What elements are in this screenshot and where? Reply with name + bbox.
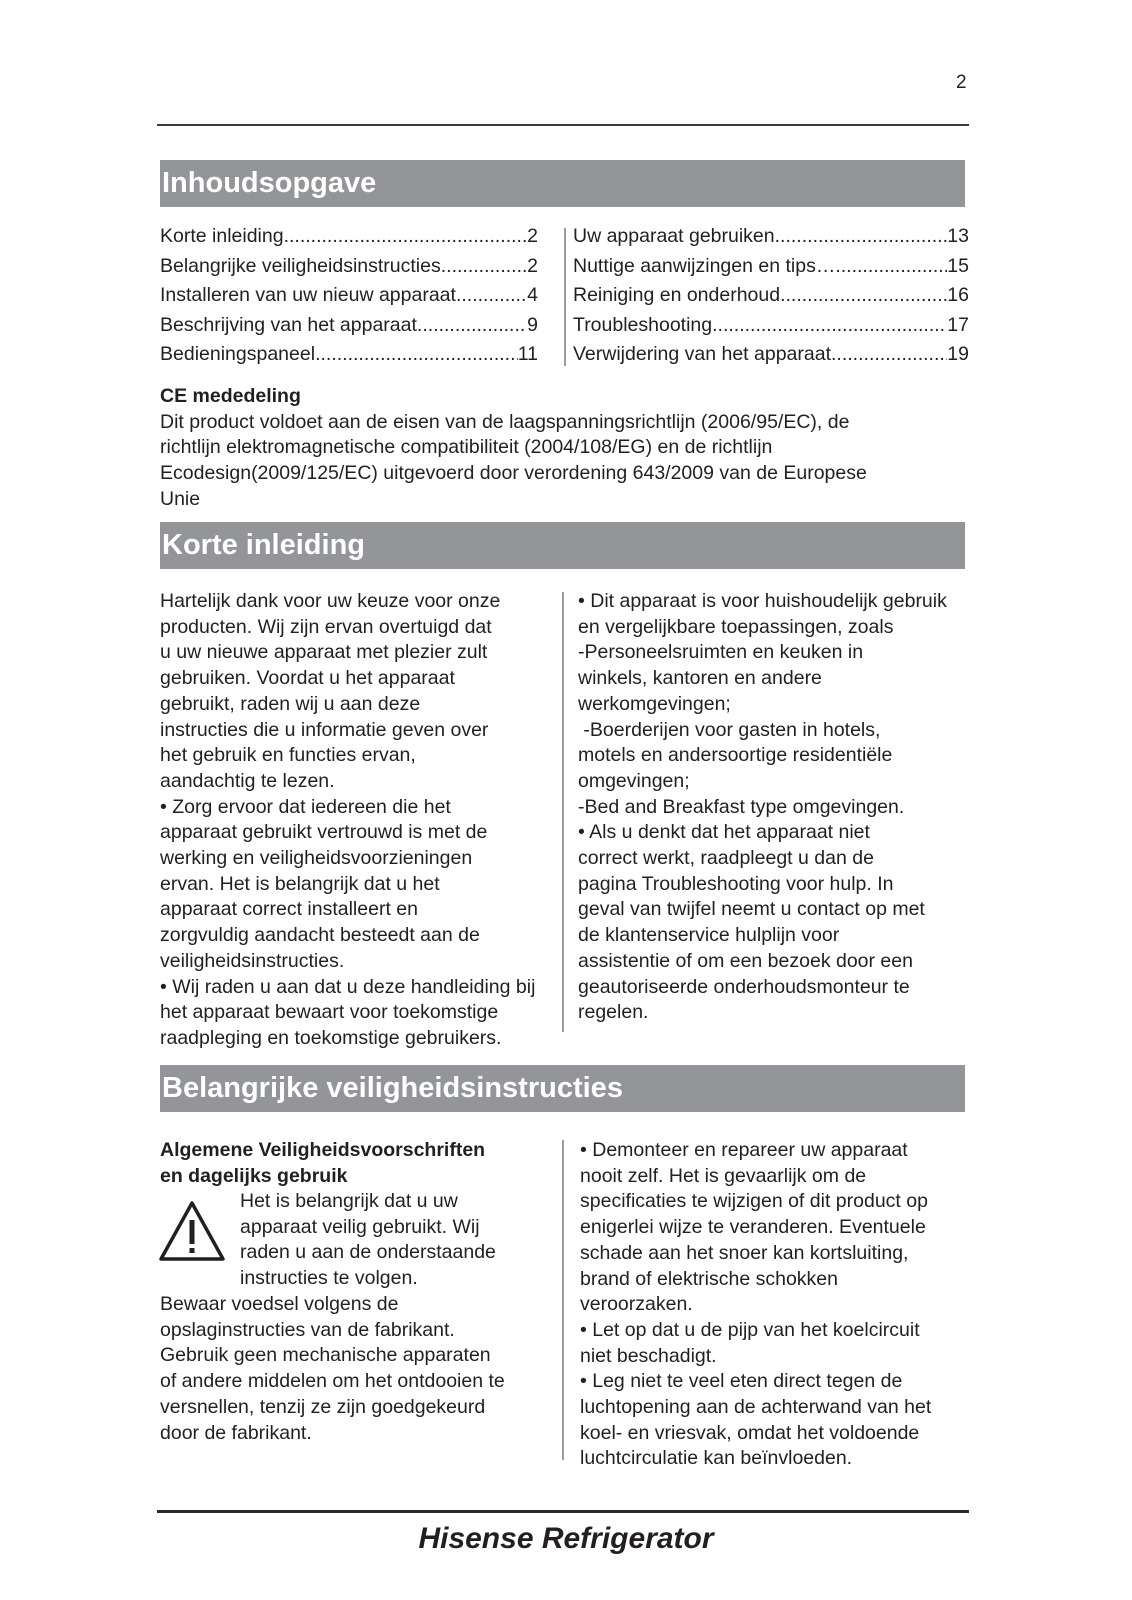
toc-leader-dots — [284, 222, 528, 252]
toc-entry — [573, 340, 969, 370]
safety-text-line: • Let op dat u de pijp van het koelcircuit — [580, 1318, 920, 1341]
toc-entry-title: Uw apparaat gebruiken — [573, 225, 775, 247]
toc-entry — [160, 340, 538, 370]
toc-entry — [160, 252, 538, 282]
intro-text-line: het gebruik en functies ervan, — [160, 744, 416, 767]
intro-text-line: Hartelijk dank voor uw keuze voor onze — [160, 590, 501, 612]
intro-title: Korte inleiding — [160, 522, 965, 569]
intro-left-column — [160, 589, 555, 1052]
intro-text-line: producten. Wij zijn ervan overtuigd dat — [160, 615, 492, 638]
toc-entry-page: 11 — [517, 343, 538, 365]
toc-left-column — [160, 222, 538, 370]
intro-text-line: raadpleging en toekomstige gebruikers. — [160, 1026, 502, 1049]
toc-leader-dots — [835, 252, 947, 282]
ce-section — [160, 384, 980, 513]
intro-text-line: -Personeelsruimten en keuken in — [578, 641, 864, 664]
intro-text-line: pagina Troubleshooting voor hulp. In — [578, 872, 894, 895]
intro-text-line: • Wij raden u aan dat u deze handleiding bij — [160, 975, 536, 998]
intro-text-line: apparaat correct installeert en — [160, 898, 418, 921]
intro-text-line: regelen. — [578, 1001, 649, 1024]
toc-entry-page: 9 — [527, 313, 538, 336]
footer-brand-logo: Hisense Refrigerator — [418, 1522, 714, 1555]
intro-text-line: aandachtig te lezen. — [160, 769, 335, 792]
safety-text-line: versnellen, tenzij ze zijn goedgekeurd — [160, 1395, 486, 1418]
intro-text-line: • Dit apparaat is voor huishoudelijk gebruik — [578, 590, 947, 612]
intro-text-line: gebruiken. Voordat u het apparaat — [160, 667, 455, 690]
toc-entry — [573, 281, 969, 311]
safety-text-line: Bewaar voedsel volgens de — [160, 1293, 399, 1315]
safety-text-line: • Demonteer en repareer uw apparaat — [580, 1139, 908, 1161]
toc-entry-title: Korte inleiding — [160, 225, 284, 247]
toc-entry-title: Reiniging en onderhoud — [573, 284, 781, 306]
safety-text-line: nooit zelf. Het is gevaarlijk om de — [580, 1164, 867, 1187]
toc-leader-dots — [775, 222, 948, 252]
safety-warning-text — [240, 1189, 560, 1292]
intro-text-line: u uw nieuwe apparaat met plezier zult — [160, 641, 488, 664]
intro-text-line: geval van twijfel neemt u contact op met — [578, 898, 925, 921]
intro-text-line: correct werkt, raadpleegt u dan de — [578, 847, 874, 870]
toc-leader-dots — [417, 311, 527, 341]
safety-text-line: brand of elektrische schokken — [580, 1267, 838, 1290]
intro-text-line: gebruikt, raden wij u aan deze — [160, 692, 421, 715]
intro-text-line: -Bed and Breakfast type omgevingen. — [578, 795, 905, 818]
safety-text-line: opslaginstructies van de fabrikant. — [160, 1318, 455, 1341]
safety-warning-line: raden u aan de onderstaande — [240, 1241, 496, 1264]
intro-divider — [562, 592, 564, 1032]
ce-heading: CE mededeling — [160, 385, 301, 407]
ce-text — [160, 410, 980, 513]
safety-text-line: of andere middelen om het ontdooien te — [160, 1370, 505, 1393]
intro-text-line: veiligheidsinstructies. — [160, 949, 345, 972]
intro-text-line: geautoriseerde onderhoudsmonteur te — [578, 975, 910, 998]
header-rule — [157, 124, 969, 126]
intro-text-line: motels en andersoortige residentiële — [578, 744, 893, 767]
toc-entry-title: Verwijdering van het apparaat — [573, 343, 832, 365]
toc-entry-title: Nuttige aanwijzingen en tips… — [573, 254, 836, 277]
safety-subheading-line: en dagelijks gebruik — [160, 1164, 348, 1187]
safety-text-line: luchtopening aan de achterwand van het — [580, 1396, 932, 1419]
safety-text-line: niet beschadigt. — [580, 1344, 717, 1367]
intro-text-line: winkels, kantoren en andere — [578, 667, 822, 690]
safety-divider — [562, 1140, 564, 1460]
intro-text-line: • Zorg ervoor dat iedereen die het — [160, 795, 451, 818]
intro-text-line: het apparaat bewaart voor toekomstige — [160, 1001, 499, 1024]
toc-entry — [573, 311, 969, 341]
toc-leader-dots — [441, 252, 527, 282]
toc-leader-dots — [831, 340, 947, 370]
intro-text-line: assistentie of om een bezoek door een — [578, 949, 913, 972]
safety-warning-line: instructies te volgen. — [240, 1267, 418, 1290]
intro-text-line: werkomgevingen; — [578, 692, 731, 715]
safety-title: Belangrijke veiligheidsinstructies — [160, 1065, 965, 1112]
toc-entry-page: 17 — [947, 313, 969, 336]
toc-entry-page: 2 — [527, 225, 538, 247]
toc-leader-dots — [315, 340, 518, 370]
intro-text-line: • Als u denkt dat het apparaat niet — [578, 821, 870, 844]
toc-entry-page: 19 — [947, 343, 969, 365]
ce-text-line: Unie — [160, 487, 201, 510]
toc-entry-page: 13 — [947, 225, 969, 247]
intro-text-line: apparaat gebruikt vertrouwd is met de — [160, 821, 488, 844]
toc-entry — [573, 222, 969, 252]
warning-triangle-icon — [158, 1200, 226, 1262]
toc-entry-page: 16 — [947, 284, 969, 306]
intro-text-line: de klantenservice hulplijn voor — [578, 924, 840, 947]
toc-divider — [564, 228, 566, 366]
ce-text-line: Ecodesign(2009/125/EC) uitgevoerd door verordening 643/2009 van de Europese — [160, 462, 867, 485]
page-number: 2 — [956, 72, 967, 93]
toc-entry — [573, 252, 969, 282]
toc-entry — [160, 311, 538, 341]
toc-entry-page: 4 — [527, 284, 538, 306]
safety-text-line: enigerlei wijze te veranderen. Eventuele — [580, 1216, 926, 1239]
toc-entry-title: Installeren van uw nieuw apparaat — [160, 284, 456, 306]
intro-text-line: zorgvuldig aandacht besteedt aan de — [160, 924, 480, 947]
safety-text-line: door de fabrikant. — [160, 1421, 312, 1444]
toc-entry-title: Troubleshooting — [573, 313, 713, 336]
ce-text-line: Dit product voldoet aan de eisen van de laagspanningsrichtlijn (2006/95/EC), de — [160, 410, 850, 433]
toc-entry — [160, 281, 538, 311]
safety-warning-line: apparaat veilig gebruikt. Wij — [240, 1215, 480, 1238]
safety-text-line: specificaties te wijzigen of dit product op — [580, 1190, 928, 1213]
toc-leader-dots — [780, 281, 947, 311]
ce-text-line: richtlijn elektromagnetische compatibiliteit (2004/108/EG) en de richtlijn — [160, 436, 773, 459]
safety-text-line: koel- en vriesvak, omdat het voldoende — [580, 1421, 920, 1444]
intro-text-line: ervan. Het is belangrijk dat u het — [160, 872, 440, 895]
toc-entry-title: Bedieningspaneel — [160, 343, 316, 365]
toc-title: Inhoudsopgave — [160, 160, 965, 207]
safety-text-line: veroorzaken. — [580, 1293, 693, 1316]
toc-leader-dots — [456, 281, 527, 311]
intro-text-line: omgevingen; — [578, 769, 690, 792]
safety-text-line: luchtcirculatie kan beïnvloeden. — [580, 1447, 853, 1470]
toc-entry-title: Belangrijke veiligheidsinstructies — [160, 254, 441, 277]
safety-left-column — [160, 1292, 560, 1446]
toc-entry-title: Beschrijving van het apparaat — [160, 313, 417, 336]
safety-text-line: schade aan het snoer kan kortsluiting, — [580, 1241, 909, 1264]
safety-subheading-line: Algemene Veiligheidsvoorschriften — [160, 1139, 486, 1161]
intro-text-line: instructies die u informatie geven over — [160, 718, 489, 741]
toc-entry-page: 15 — [947, 254, 969, 277]
toc-leader-dots — [712, 311, 947, 341]
safety-text-line: Gebruik geen mechanische apparaten — [160, 1344, 491, 1367]
safety-text-line: • Leg niet te veel eten direct tegen de — [580, 1370, 903, 1393]
safety-warning-line: Het is belangrijk dat u uw — [240, 1190, 458, 1212]
safety-right-column — [580, 1138, 980, 1472]
footer-rule — [157, 1510, 969, 1513]
intro-text-line: -Boerderijen voor gasten in hotels, — [578, 718, 881, 741]
intro-right-column — [578, 589, 978, 1026]
intro-text-line: werking en veiligheidsvoorzieningen — [160, 847, 473, 870]
toc-entry — [160, 222, 538, 252]
toc-entry-page: 2 — [527, 254, 538, 277]
intro-text-line: en vergelijkbare toepassingen, zoals — [578, 615, 894, 638]
toc-right-column — [573, 222, 969, 370]
safety-subheading — [160, 1138, 555, 1189]
